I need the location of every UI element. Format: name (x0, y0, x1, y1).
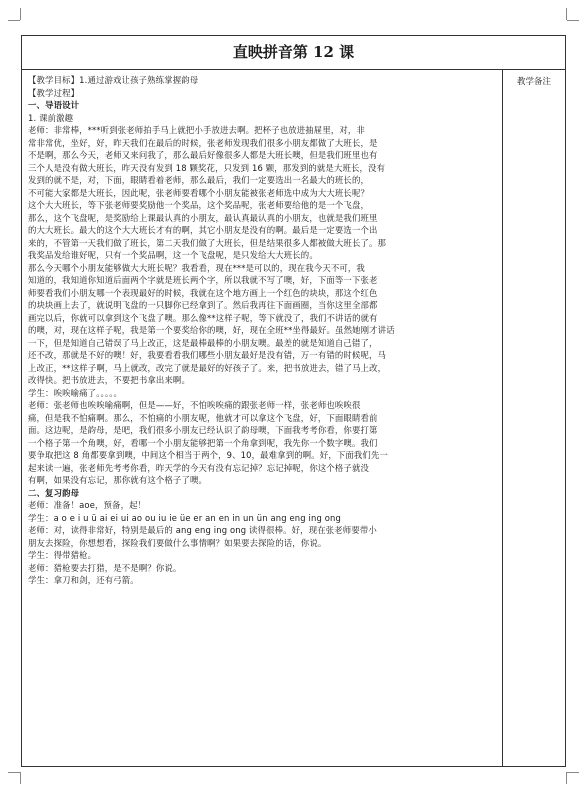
text-line: 朋友去探险，你想想看，探险我们要做什么事情啊？如果要去探险的话，你说。 (28, 537, 327, 548)
text-line: 一个格子第一个角噢，好，看哪一个小朋友能够把第一个角拿到呢，我先你一个数字噢。我们 (28, 437, 378, 448)
page-title: 直映拼音第 12 课 (22, 36, 565, 70)
text-line: 这个大大班长，等下张老师要奖励他一个奖品，这个奖品呢，张老师要给他的是一个飞盘， (28, 200, 369, 210)
text-line: 学生：唉唉喻痛了。。。。。 (28, 387, 123, 398)
text-line: 来的，不管第一天我们做了班长，第二天我们做了大班长，但是结果很多人都被做大班长了。那 (28, 237, 387, 248)
text-line: 学生：得带猎枪。 (28, 550, 97, 560)
text-line: 画完以后，你就可以拿到这个飞盘了噢。那么像**这样子呢，等下就没了，我们不讲话的就有 (28, 312, 378, 323)
crop-mark (566, 8, 567, 20)
text-line: 【教学过程】 (28, 87, 80, 98)
text-line: 师要看我们小朋友哪一个表现最好的时候，我就在这个地方画上一个红色的块块，那这个红色 (28, 287, 378, 298)
text-line: 有啊，如果没有忘记，那你就有这个格子了噢。 (28, 475, 208, 485)
text-line: 1. 课前激趣 (28, 112, 74, 123)
text-line: 上改正，**这样子啊，马上就改，改完了就是最好的好孩子了。来，把书放进去，错了马上改， (28, 362, 387, 373)
notes-label: 教学备注 (516, 77, 551, 87)
section-heading: 二、复习韵母 (28, 487, 80, 498)
text-line: 【教学目标】1.通过游戏让孩子熟练掌握韵母 (28, 75, 199, 85)
crop-mark (20, 8, 21, 20)
text-line: 老师：准备！aoe，预备，起！ (28, 500, 147, 510)
text-line: 老师：张老师也唉唉喻痛啊，但是——好，不怕唉唉痛的跟张老师一样，张老师也唉唉很 (28, 400, 361, 410)
notes-column (502, 69, 565, 766)
section-heading: 一、导语设计 (28, 100, 80, 110)
text-line: 那么，这个飞盘呢，是奖励给上课最认真的小朋友，最认真最认真的小朋友，也就是我们班里 (28, 212, 378, 223)
text-line: 起来读一遍，张老师先考考你看，昨天学的今天有没有忘记掉？忘记掉呢，你这个格子就没 (28, 462, 369, 473)
text-line: 不是啊，那么今天，老师又来问我了，那么最后好像很多人都是大班长噢，但是我们班里也有 (28, 150, 378, 160)
crop-mark (8, 20, 20, 21)
text-line: 老师：非常棒，***听到张老师拍手马上就把小手放进去啊。把杯子也放进抽屉里，对，非 (28, 125, 365, 135)
crop-mark (20, 772, 21, 784)
text-line: 常非常优，坐好，好，昨天我们在最后的时候，张老师发现我们很多小朋友都做了大班长，是 (28, 137, 378, 148)
text-line: 要争取把这 8 角都要拿到噢，中间这个相当于两个，9、10，最难拿到的啊。好，下面我们先一 (28, 450, 389, 460)
crop-mark (566, 772, 567, 784)
crop-mark (567, 20, 579, 21)
text-line: 老师：对，读得非常好，特别是最后的 ang eng ing ong 读得很棒。好，现在张老师要带小 (28, 525, 377, 535)
crop-mark (8, 772, 20, 773)
text-line: 知道的，我知道你知道后面两个字就是班长两个字，所以我就不写了噢，好，下面等一下张老 (28, 275, 378, 285)
text-line: 的块块画上去了，就说明飞盘的一只脚你已经拿到了。然后我再往下面画圈，当你这里全部都 (28, 300, 378, 310)
lesson-table (21, 35, 566, 767)
text-line: 不可能大家都是大班长，因此呢，张老师要看哪个小朋友能被张老师选中成为大大班长呢？ (28, 187, 369, 198)
text-line: 老师：猎枪要去打猎，是不是啊？你说。 (28, 562, 182, 573)
text-line: 的大大班长。最大的这个大大班长才有的啊，其它小朋友是没有的啊。最后是一定要选一个出 (28, 225, 378, 235)
text-line: 那么今天哪个小朋友能够做大大班长呢？我看看，现在***是可以的，现在我今天不可，我 (28, 262, 365, 273)
crop-mark (567, 772, 579, 773)
text-line: 面。这边呢，是韵母，是吧，我们很多小朋友已经认识了韵母噢，下面我考考你看，你要打第 (28, 425, 378, 435)
lesson-content (28, 74, 492, 587)
text-line: 学生：拿刀和剑，还有弓箭。 (28, 575, 139, 585)
text-line: 痛，但是我不怕痛啊。那么，不怕痛的小朋友呢，他就才可以拿这个飞盘，好，下面眼睛看前 (28, 412, 378, 423)
text-line: 学生：a o e i u ü ai ei ui ao ou iu ie üe er an en in un ün ang eng ing ong (28, 512, 341, 523)
text-line: 改得快。把书放进去，不要把书拿出来啊。 (28, 375, 190, 385)
text-line: 还不改，那就是不好的噢！好，我要看看我们哪些小朋友最好是没有错，万一有错的时候呢，马 (28, 350, 387, 360)
text-line: 的噢，对，现在这样子呢，我是第一个要奖给你的噢，好，现在全班**坐得最好。虽然她刚才讲话 (28, 325, 395, 335)
text-line: 一下，但是知道自己错误了马上改正，这是最棒最棒的小朋友噢。最差的就是知道自己错了， (28, 337, 378, 348)
text-line: 我奖品发给谁好呢，只有一个奖品啊，这一个飞盘呢，是只发给大大班长的。 (28, 250, 318, 260)
text-line: 三个人是没有做大班长，昨天没有发到 18 颗奖花，只发到 16 颗，那发到的就是大班长，没有 (28, 162, 386, 173)
text-line: 发到的就不是，对，下面，眼睛看着老师，那么最后，我们一定要选出一名最大的班长的， (28, 175, 369, 185)
